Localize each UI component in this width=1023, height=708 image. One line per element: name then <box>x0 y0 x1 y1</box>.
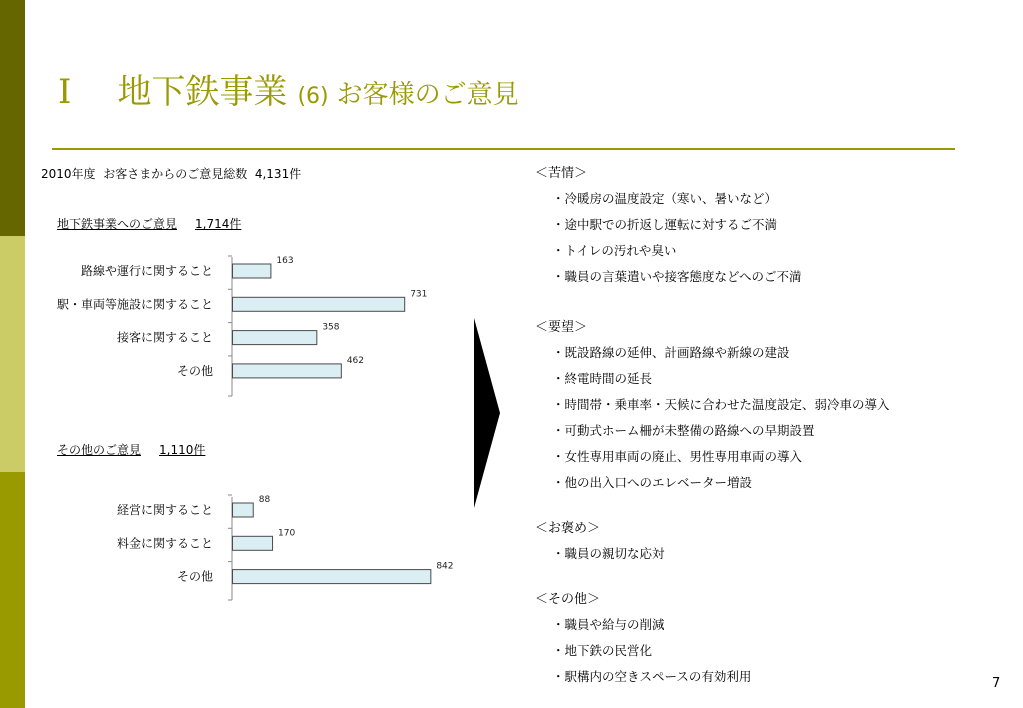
category-label: その他 <box>176 569 213 584</box>
list-item: ・職員の言葉遣いや接客態度などへのご不満 <box>552 269 802 284</box>
section-heading: ＜お褒め＞ <box>535 521 601 536</box>
data-label: 842 <box>436 561 454 572</box>
title-number: (6) <box>297 84 329 109</box>
chart-2 <box>117 495 454 600</box>
category-label: その他 <box>176 363 213 378</box>
list-item: ・職員の親切な応対 <box>552 546 665 561</box>
category-label: 路線や運行に関すること <box>80 264 213 278</box>
category-label: 経営に関すること <box>116 503 213 517</box>
list-item: ・トイレの汚れや臭い <box>552 243 677 258</box>
section-heading: ＜苦情＞ <box>535 166 588 181</box>
summary-count: 4,131件 <box>254 167 302 181</box>
section1-label: 地下鉄事業へのご意見 <box>57 217 178 231</box>
bar-charts <box>0 0 470 708</box>
list-item: ・時間帯・乗車率・天候に合わせた温度設定、弱冷車の導入 <box>552 397 890 412</box>
bar <box>233 297 405 311</box>
section-heading: ＜要望＞ <box>535 320 588 335</box>
title-main: 地下鉄事業 <box>117 72 288 112</box>
data-label: 462 <box>346 355 365 366</box>
chart-1 <box>56 256 427 396</box>
list-item: ・職員や給与の削減 <box>552 617 665 632</box>
summary-label: お客さまからのご意見総数 <box>103 167 248 181</box>
bar <box>233 364 342 378</box>
page-number: 7 <box>992 676 1001 691</box>
list-item: ・終電時間の延長 <box>552 371 653 386</box>
list-item: ・女性専用車両の廃止、男性専用車両の導入 <box>552 449 803 464</box>
section-heading: ＜その他＞ <box>535 592 601 607</box>
section1-count: 1,714件 <box>195 217 242 231</box>
category-label: 駅・車両等施設に関すること <box>56 297 213 312</box>
right-arrow-icon <box>472 318 502 508</box>
data-label: 358 <box>322 322 340 333</box>
data-label: 88 <box>258 495 271 505</box>
list-item: ・地下鉄の民営化 <box>552 643 653 658</box>
list-item: ・既設路線の延伸、計画路線や新線の建設 <box>552 345 790 360</box>
data-label: 170 <box>278 528 296 539</box>
bar <box>233 536 273 550</box>
bar <box>233 264 271 278</box>
category-label: 接客に関すること <box>116 330 213 345</box>
data-label: 731 <box>410 289 428 300</box>
section2-count: 1,110件 <box>159 443 206 457</box>
title-roman-numeral: Ⅰ <box>58 72 72 112</box>
list-item: ・途中駅での折返し運転に対するご不満 <box>552 217 778 232</box>
category-label: 料金に関すること <box>116 536 213 551</box>
list-item: ・駅構内の空きスペースの有効利用 <box>552 669 752 684</box>
summary-year: 2010年度 <box>41 167 96 181</box>
bar <box>233 331 317 345</box>
section2-label: その他のご意見 <box>57 443 142 457</box>
data-label: 163 <box>276 256 294 266</box>
title-subtitle: お客様のご意見 <box>336 80 519 110</box>
list-item: ・他の出入口へのエレベーター増設 <box>552 475 753 490</box>
bar <box>233 503 254 517</box>
list-item: ・可動式ホーム柵が未整備の路線への早期設置 <box>552 423 815 438</box>
list-item: ・冷暖房の温度設定（寒い、暑いなど） <box>552 191 778 206</box>
bar <box>233 570 431 584</box>
